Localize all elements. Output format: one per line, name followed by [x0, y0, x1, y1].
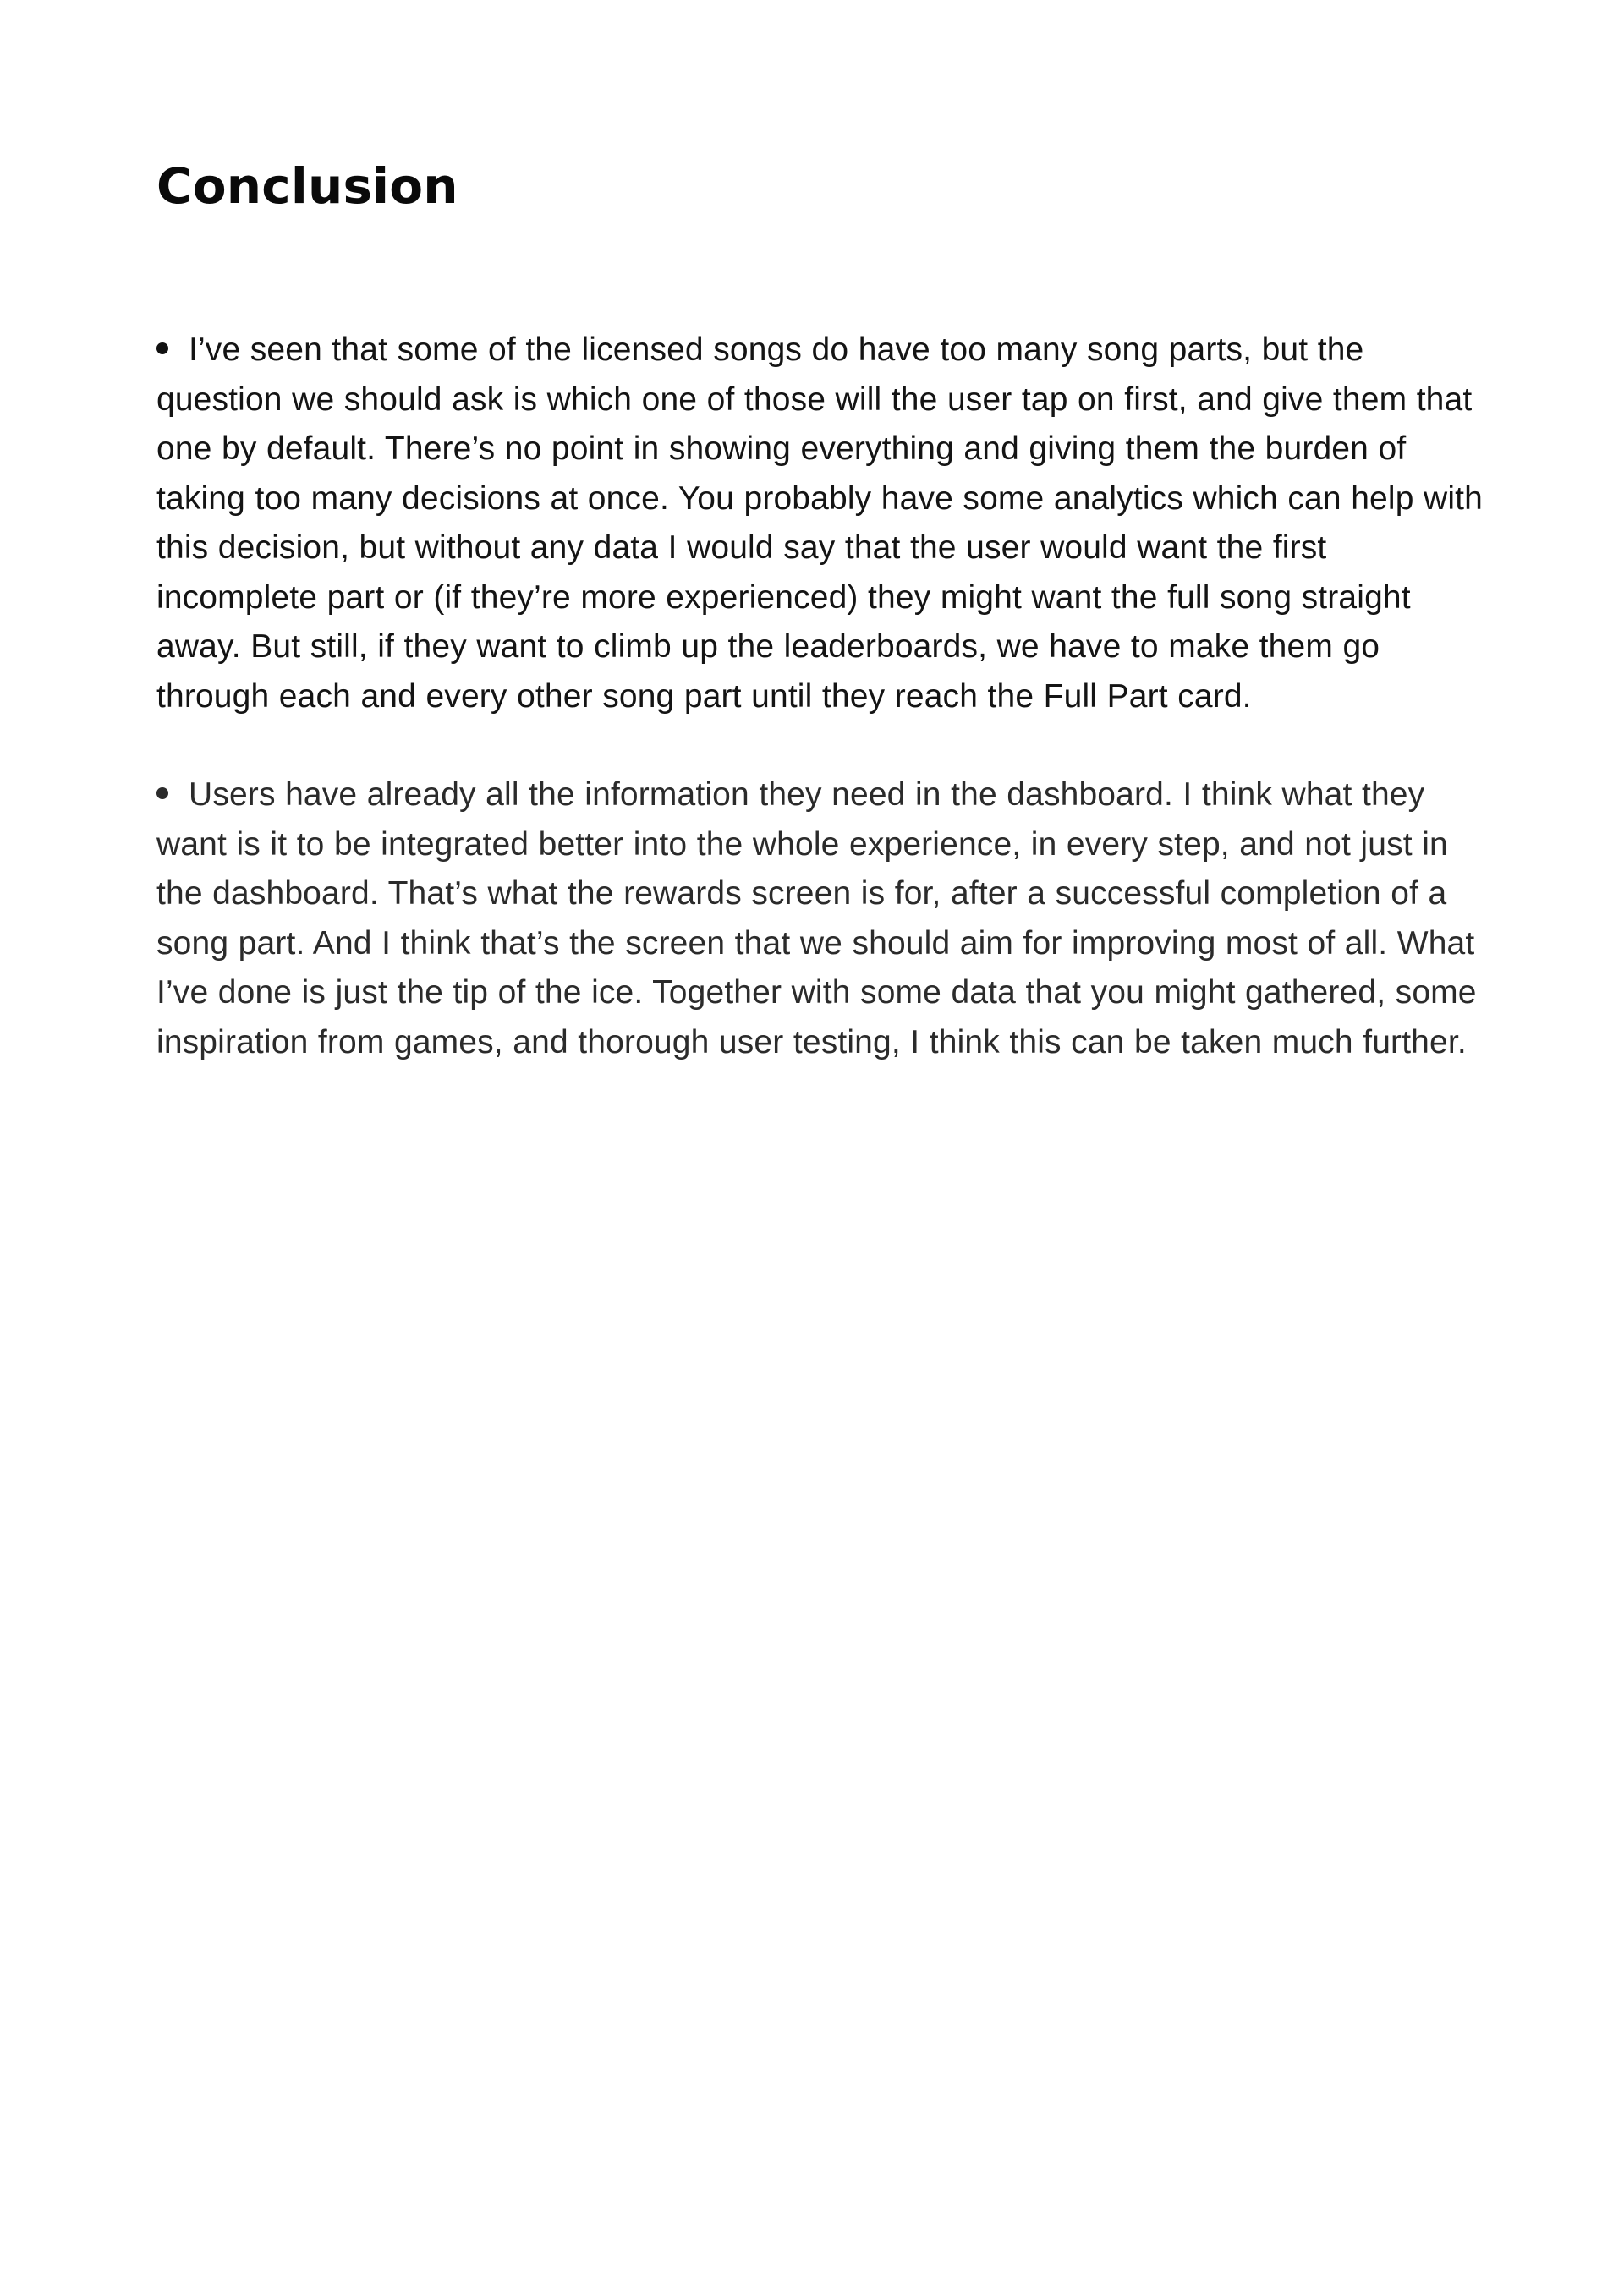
bullet-dot-icon: [156, 787, 168, 799]
conclusion-body: [156, 326, 1493, 1067]
bullet-dot-icon: [156, 342, 168, 354]
bullet-paragraph-2: [156, 770, 1493, 1067]
paragraph-text: I’ve seen that some of the licensed songs do have too many song parts, but the question we should ask is which one of those will the user tap on first, and give them that one by default. There’s no point in showing everything and giving them the burden of taking too many decisions at once. You probably have some analytics which can help with this decision, but without any data I would say that the user would want the first incomplete part or (if they’re more experienced) they might want the full song straight away. But still, if they want to climb up the leaderboards, we have to make them go through each and every other song part until they reach the Full Part card.: [156, 332, 1483, 715]
paragraph-text: Users have already all the information they need in the dashboard. I think what they want is it to be integrated better into the whole experience, in every step, and not just in the dashboard. That’s what the rewards screen is for, after a successful completion of a song part. And I think that’s the screen that we should aim for improving most of all. What I’ve done is just the tip of the ice. Together with some data that you might gathered, some inspiration from games, and thorough user testing, I think this can be taken much further.: [156, 776, 1477, 1060]
bullet-paragraph-1: [156, 326, 1493, 721]
page-title: Conclusion: [156, 157, 458, 215]
